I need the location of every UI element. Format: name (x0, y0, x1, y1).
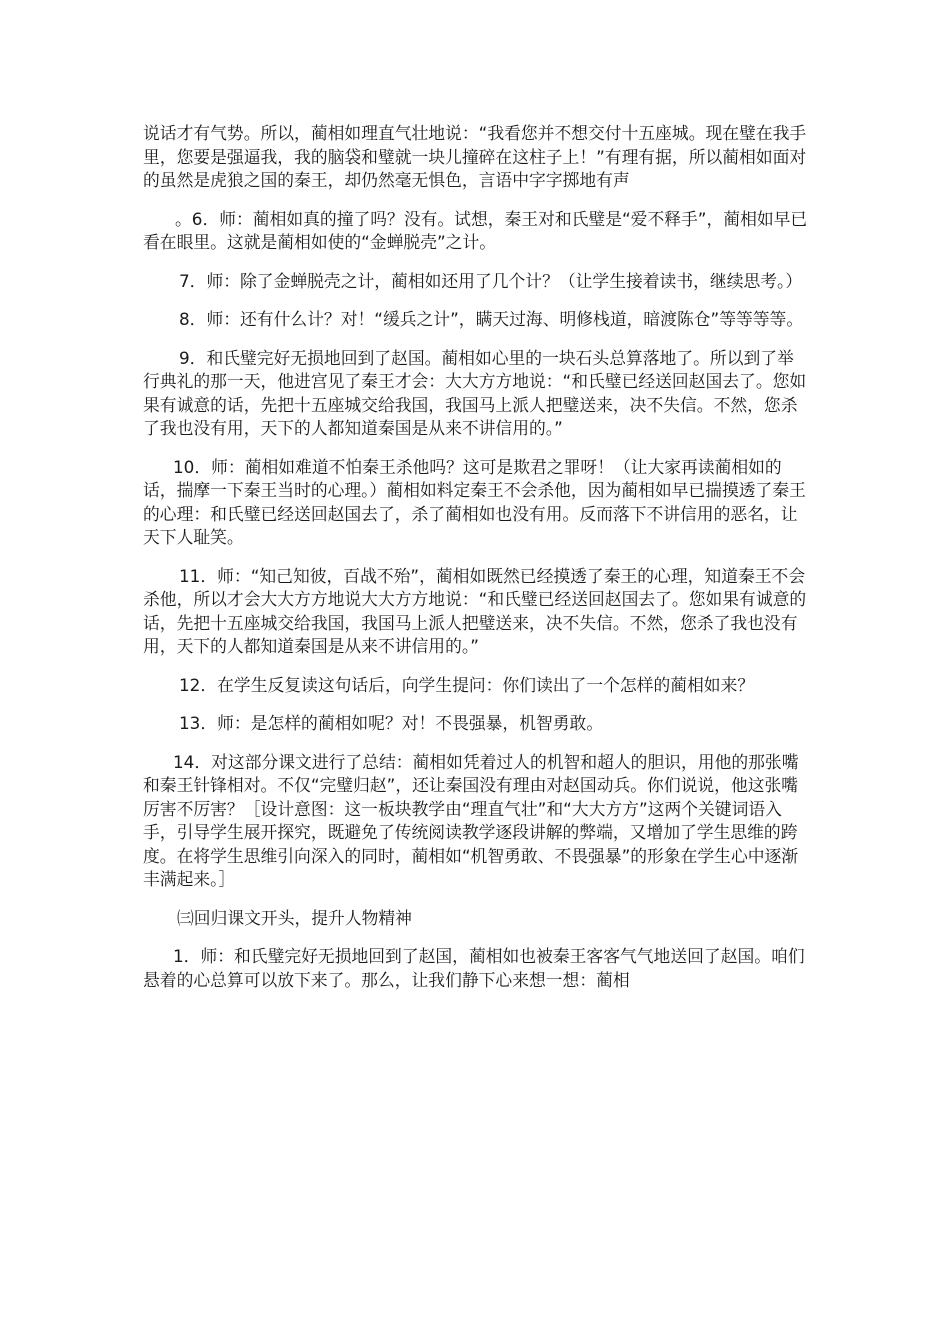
text-line: 用。反而落下不讲信用的恶名，让天下人耻笑。 (143, 503, 798, 547)
text-line: 1．师：和氏璧完好无损地回到了赵国，蔺相如也被秦王客客气气地送回了 (173, 946, 721, 966)
text-line: 经送回赵国去了。您如果有诚意的话，先把十五座城交给我国，我国马上派人 (143, 371, 807, 415)
text-line: 现在璧在我手里，您要是强逼我，我的脑袋和璧就一块儿撞碎在这柱子上！” (143, 123, 807, 167)
text-line: 10．师：蔺相如难道不怕秦王杀他吗？这可是欺君之罪呀！（让大家再读 (173, 456, 715, 477)
paragraph-step-8 (143, 308, 808, 332)
text-line: 把璧送来，决不失信。不然，您杀了我也没有用，天下的人都知道秦国是从来 (143, 394, 798, 438)
text-line: 13．师：是怎样的蔺相如呢？对！不畏强暴，机智勇敢。 (179, 713, 604, 733)
text-line: 8．师：还有什么计？对！“缓兵之计”，瞒天过海、明修栈道，暗渡陈 (179, 309, 694, 329)
text-line: ㈢回归课文开头，提升人物精神 (177, 907, 412, 928)
text-line: 11．师：“知己知彼，百战不殆”，蔺相如既然已经摸透了秦王的心理， (179, 565, 705, 586)
text-line: 9．和氏璧完好无损地回到了赵国。蔺相如心里的一块石头总算落地了。所 (179, 347, 727, 368)
text-line: 知道秦王不会杀他，所以才会大大方方地说大大方方地说：“和氏璧已经送回 (143, 565, 806, 609)
text-line: 蔺相如早已看在眼里。这就是蔺相如使的“金蝉脱壳”之计。 (143, 208, 808, 252)
text-line: 仓”等等等等。 (693, 309, 804, 329)
document-body (143, 122, 808, 1007)
text-line: 赵国去了。您如果有诚意的话，先把十五座城交给我国，我国马上派人把璧送 (143, 589, 807, 633)
text-line: 蔺相如的话，揣摩一下秦王当时的心理。）蔺相如料定秦王不会杀他，因为蔺 (143, 456, 782, 500)
text-line: 中字字掷地有声 (512, 170, 630, 190)
text-line: 来，决不失信。不然，您杀了我也没有用，天下的人都知道秦国是从来不讲信 (143, 612, 798, 656)
text-line: 7．师：除了金蝉脱壳之计，蔺相如还用了几个计？（让学生接着读书，继 (179, 270, 727, 291)
text-line: 来？ (720, 674, 755, 695)
paragraph-step-13 (143, 712, 808, 736)
paragraph-section-step-1 (143, 945, 808, 992)
paragraph-step-9 (143, 347, 808, 441)
text-line: 说话才有气势。所以，蔺相如理直气壮地说：“我看您并不想交付十五座城。 (143, 123, 706, 143)
paragraph-step-10 (143, 456, 808, 550)
text-line: 以到了举行典礼的那一天，他进宫见了秦王才会：大大方方地说：“和氏璧已 (143, 347, 794, 391)
text-line: 相如早已揣摸透了秦王的心理：和氏璧已经送回赵国去了，杀了蔺相如也没有 (143, 480, 806, 524)
paragraph-argument (143, 122, 808, 193)
paragraph-step-12 (143, 674, 808, 698)
text-line: 14．对这部分课文进行了总结：蔺相如凭着过人的机智和超人的胆识，用 (173, 751, 715, 772)
text-line: 的同时，蔺相如“机智勇敢、不畏强暴”的形象在学生心中逐渐丰满起来。］ (143, 845, 799, 889)
text-line: 12．在学生反复读这句话后，向学生提问：你们读出了一个怎样的蔺相如 (179, 674, 721, 695)
text-line: 有理有据，所以蔺相如面对的虽然是虎狼之国的秦王，却仍然毫无惧色，言语 (143, 146, 807, 190)
paragraph-step-6 (143, 208, 808, 255)
text-line: 续思考。） (726, 270, 803, 291)
text-line: 用的。” (428, 636, 479, 656)
text-line: 兵。你们说说，他这张嘴厉害不厉害？［设计意图：这一板块教学由“理直气 (143, 775, 799, 819)
paragraph-step-14 (143, 751, 808, 892)
text-line: 壮”和“大大方方”这两个关键词语入手，引导学生展开探究，既避免了传统 (143, 798, 782, 842)
paragraph-step-7 (143, 270, 808, 294)
text-line: 不讲信用的。” (461, 418, 563, 438)
paragraph-step-11 (143, 565, 808, 659)
text-line: 。6．师：蔺相如真的撞了吗？没有。试想，秦王对和氏璧是“爱不释手”， (175, 208, 724, 229)
text-line: 赵国。咱们悬着的心总算可以放下来了。那么，让我们静下心来想一想：蔺相 (143, 946, 805, 990)
text-line: 阅读教学逐段讲解的弊端，又增加了学生思维的跨度。在将学生思维引向深入 (143, 822, 798, 866)
text-line: 他的那张嘴和秦王针锋相对。不仅“完璧归赵”，还让秦国没有理由对赵国动 (143, 751, 799, 795)
section-heading (143, 907, 808, 931)
